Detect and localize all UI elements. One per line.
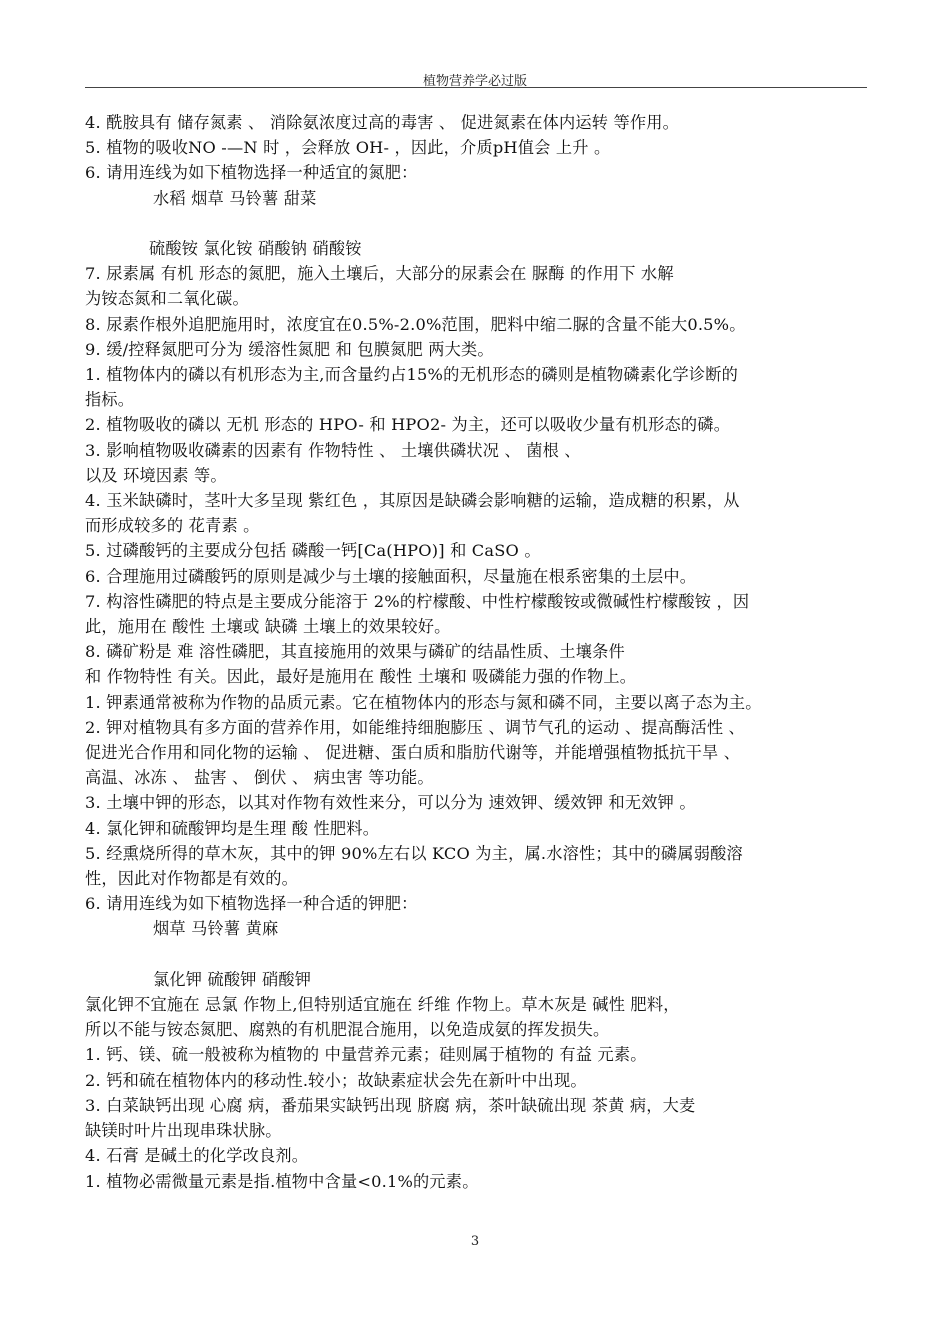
text-line: 3. 土壤中钾的形态，以其对作物有效性来分，可以分为 速效钾、缓效钾 和无效钾 。 [85, 793, 696, 813]
text-line: 1. 植物必需微量元素是指.植物中含量<0.1%的元素。 [85, 1171, 479, 1191]
text-line: 性，因此对作物都是有效的。 [85, 869, 299, 889]
text-line: 5. 植物的吸收NO -—N 时 ，会释放 OH- ，因此，介质pH值会 上升 。 [85, 138, 611, 158]
text-line: 3. 影响植物吸收磷素的因素有 作物特性 、 土壤供磷状况 、 菌根 、 [85, 440, 581, 460]
running-header: 植物营养学必过版 [422, 74, 527, 89]
text-line: 1. 钾素通常被称为作物的品质元素。它在植物体内的形态与氮和磷不同，主要以离子态为主。 [85, 692, 762, 712]
text-line: 而形成较多的 花青素 。 [85, 516, 260, 536]
text-line: 此，施用在 酸性 土壤或 缺磷 土壤上的效果较好。 [85, 617, 451, 637]
text-line: 4. 氯化钾和硫酸钾均是生理 酸 性肥料。 [85, 818, 380, 838]
text-line: 2. 植物吸收的磷以 无机 形态的 HPO- 和 HPO2- 为主，还可以吸收少量有机形态的磷。 [85, 415, 731, 435]
blank-line [85, 211, 869, 236]
text-line: 促进光合作用和同化物的运输 、 促进糖、蛋白质和脂肪代谢等，并能增强植物抵抗干旱 、 [85, 743, 741, 763]
text-line: 3. 白菜缺钙出现 心腐 病，番茄果实缺钙出现 脐腐 病，茶叶缺硫出现 茶黄 病，大麦 [85, 1095, 696, 1115]
plant-options-nitrogen: 水稻 烟草 马铃薯 甜菜 [153, 188, 317, 208]
text-line: 以及 环境因素 等。 [85, 465, 227, 485]
text-line: 4. 玉米缺磷时，茎叶大多呈现 紫红色 ，其原因是缺磷会影响糖的运输，造成糖的积累，从 [85, 491, 740, 511]
text-line: 高温、冰冻 、 盐害 、 倒伏 、 病虫害 等功能。 [85, 768, 434, 788]
text-line: 4. 酰胺具有 储存氮素 、 消除氨浓度过高的毒害 、 促进氮素在体内运转 等作用。 [85, 113, 680, 132]
text-line: 6. 请用连线为如下植物选择一种合适的钾肥： [85, 894, 418, 914]
fertilizer-options-nitrogen: 硫酸铵 氯化铵 硝酸钠 硝酸铵 [149, 239, 362, 258]
text-line: 氯化钾不宜施在 忌氯 作物上,但特别适宜施在 纤维 作物上。草木灰是 碱性 肥料， [85, 995, 680, 1015]
text-line: 缺镁时叶片出现串珠状脉。 [85, 1121, 282, 1141]
header-rule [85, 87, 867, 88]
text-line: 所以不能与铵态氮肥、腐熟的有机肥混合施用，以免造成氨的挥发损失。 [85, 1020, 610, 1040]
page-number: 3 [470, 1234, 480, 1249]
blank-line [85, 942, 869, 967]
text-line: 8. 磷矿粉是 难 溶性磷肥，其直接施用的效果与磷矿的结晶性质、土壤条件 [85, 642, 625, 662]
text-line: 4. 石膏 是碱土的化学改良剂。 [85, 1146, 309, 1166]
plant-options-potassium: 烟草 马铃薯 黄麻 [153, 919, 279, 939]
text-line: 5. 过磷酸钙的主要成分包括 磷酸一钙[Ca(HPO)] 和 CaSO 。 [85, 541, 541, 561]
text-line: 7. 构溶性磷肥的特点是主要成分能溶于 2%的柠檬酸、中性柠檬酸铵或微碱性柠檬酸铵 ，因 [85, 591, 750, 611]
text-line: 7. 尿素属 有机 形态的氮肥，施入土壤后，大部分的尿素会在 脲酶 的作用下 水解 [85, 264, 674, 284]
text-line: 指标。 [85, 390, 135, 410]
text-line: 和 作物特性 有关。因此，最好是施用在 酸性 土壤和 吸磷能力强的作物上。 [85, 667, 637, 687]
text-line: 2. 钙和硫在植物体内的移动性.较小；故缺素症状会先在新叶中出现。 [85, 1070, 587, 1090]
text-line: 9. 缓/控释氮肥可分为 缓溶性氮肥 和 包膜氮肥 两大类。 [85, 339, 494, 359]
text-line: 1. 钙、镁、硫一般被称为植物的 中量营养元素；硅则属于植物的 有益 元素。 [85, 1045, 647, 1065]
document-body [85, 110, 869, 1194]
text-line: 2. 钾对植物具有多方面的营养作用，如能维持细胞膨压 、调节气孔的运动 、提高酶活性 、 [85, 717, 745, 737]
text-line: 6. 请用连线为如下植物选择一种适宜的氮肥： [85, 163, 418, 183]
text-line: 5. 经熏烧所得的草木灰，其中的钾 90%左右以 KCO 为主，属.水溶性；其中的磷属弱酸溶 [85, 843, 743, 863]
text-line: 为铵态氮和二氧化碳。 [85, 289, 249, 309]
text-line: 8. 尿素作根外追肥施用时，浓度宜在0.5%-2.0%范围，肥料中缩二脲的含量不能大0.5%。 [85, 314, 746, 334]
text-line: 6. 合理施用过磷酸钙的原则是减少与土壤的接触面积，尽量施在根系密集的土层中。 [85, 566, 697, 586]
text-line: 1. 植物体内的磷以有机形态为主,而含量约占15%的无机形态的磷则是植物磷素化学诊断的 [85, 365, 739, 385]
fertilizer-options-potassium: 氯化钾 硫酸钾 硝酸钾 [153, 969, 312, 989]
